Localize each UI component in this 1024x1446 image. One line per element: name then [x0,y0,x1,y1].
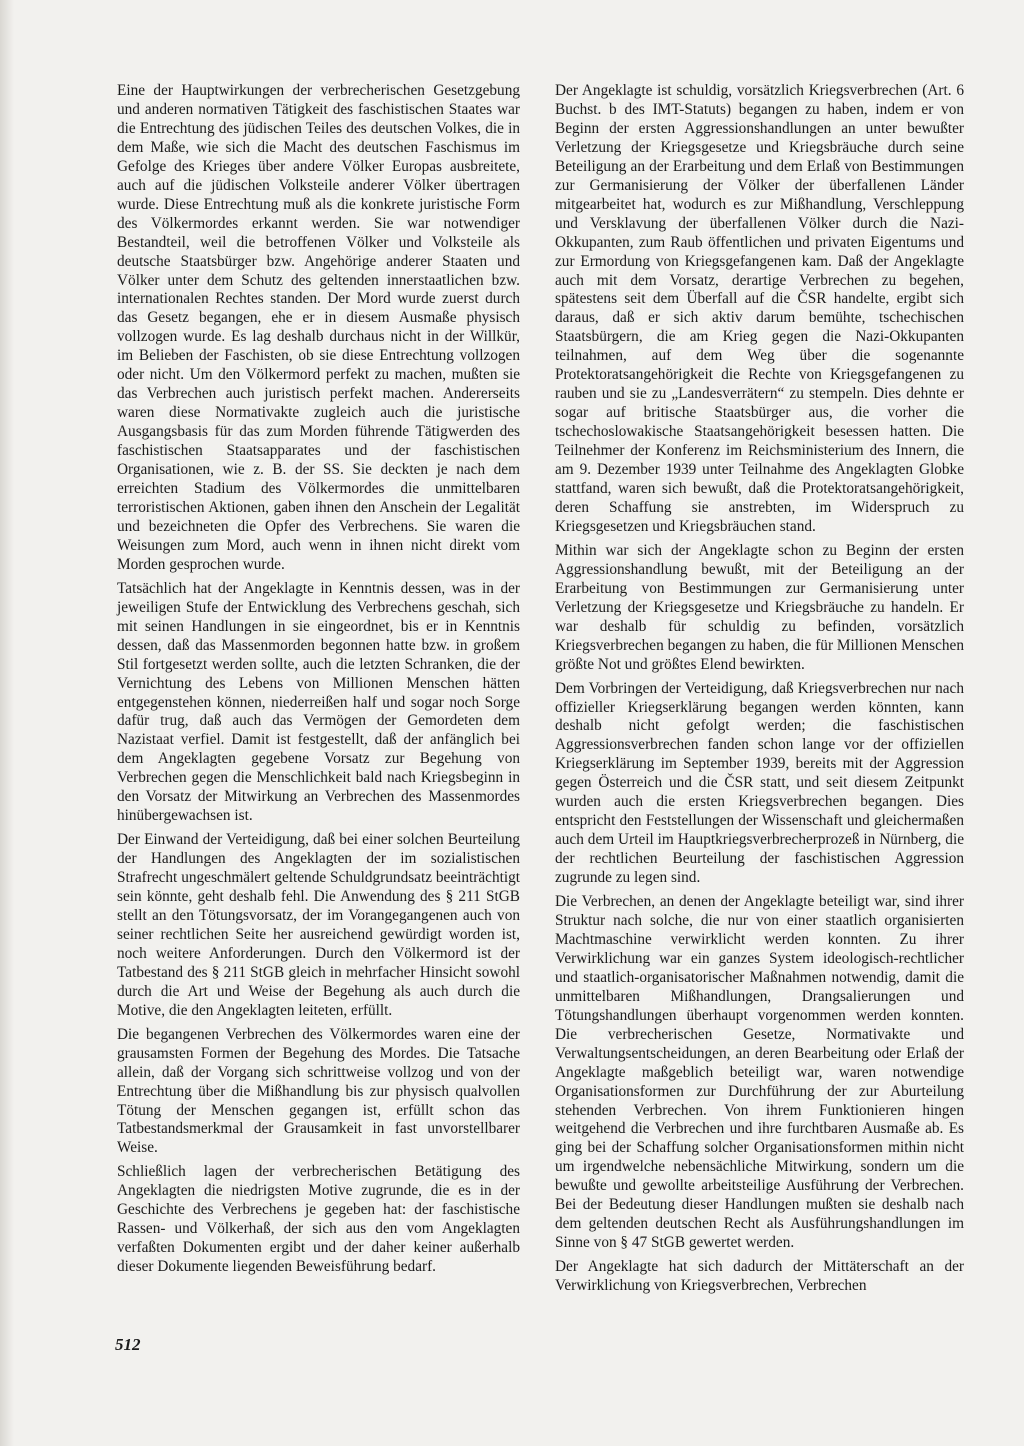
right-column [555,82,964,1301]
paragraph: Mithin war sich der Angeklagte schon zu Beginn der ersten Aggressionshandlung bewußt, mit der Beteiligung an der Erarbeitung von Bestimmungen zur Germanisierung unter Verletzung der Kriegsgesetze und Kriegsbräuche zu handeln. Er war deshalb für schuldig zu befinden, vorsätzlich Kriegsverbrechen begangen zu haben, die für Millionen Menschen größte Not und größtes Elend bewirkten. [555,541,964,673]
scan-edge-shadow [0,0,14,1446]
left-column [117,82,520,1282]
paragraph: Tatsächlich hat der Angeklagte in Kenntnis dessen, was in der jeweiligen Stufe der Entwicklung des Verbrechens geschah, sich mit seinen Handlungen in sie eingeordnet, bis er in Kenntnis dessen, daß das Massenmorden begonnen hatte bzw. in großem Stil fortgesetzt werden sollte, auch die letzten Schranken, die der Vernichtung des Lebens von Millionen Menschen hätten entgegenstehen können, niederreißen half und sogar noch Sorge dafür trug, daß auch das Vermögen der Gemordeten dem Nazistaat verfiel. Damit ist festgestellt, daß der anfänglich bei dem Angeklagten gegebene Vorsatz zur Begehung von Verbrechen gegen die Menschlichkeit bald nach Kriegsbeginn in den Vorsatz der Mitwirkung an Verbrechen des Massenmordes hinübergewachsen ist. [117,579,520,825]
paragraph: Die begangenen Verbrechen des Völkermordes waren eine der grausamsten Formen der Begehung des Mordes. Die Tatsache allein, daß der Vorgang sich schrittweise vollzog und von der Entrechtung über die Mißhandlung bis zur physisch qualvollen Tötung der Menschen gegangen ist, erfüllt schon das Tatbestandsmerkmal der Grausamkeit in fast unvorstellbarer Weise. [117,1025,520,1157]
paragraph: Dem Vorbringen der Verteidigung, daß Kriegsverbrechen nur nach offizieller Kriegserklärung begangen werden könnten, kann deshalb nicht gefolgt werden; die faschistischen Aggressionsverbrechen fanden schon lange vor der offiziellen Kriegserklärung im September 1939, bereits mit der Aggression gegen Österreich und die ČSR statt, und seit diesem Zeitpunkt wurden auch die ersten Kriegsverbrechen begangen. Dies entspricht den Feststellungen der Wissenschaft und gleichermaßen auch dem Urteil im Hauptkriegsverbrecherprozeß in Nürnberg, die der rechtlichen Beurteilung der faschistischen Aggression zugrunde zu legen sind. [555,679,964,887]
paragraph: Schließlich lagen der verbrecherischen Betätigung des Angeklagten die niedrigsten Motive zugrunde, die es in der Geschichte des Verbrechens je gegeben hat: der faschistische Rassen- und Völkerhaß, der sich aus den vom Angeklagten verfaßten Dokumenten ergibt und der daher keiner außerhalb dieser Dokumente liegenden Beweisführung bedarf. [117,1163,520,1276]
page-number: 512 [115,1335,141,1354]
paragraph: Der Einwand der Verteidigung, daß bei einer solchen Beurteilung der Handlungen des Angeklagten der im sozialistischen Strafrecht ungeschmälert geltende Schuldgrundsatz beeinträchtigt sein könnte, geht deshalb fehl. Die Anwendung des § 211 StGB stellt an den Tötungsvorsatz, der im Vorangegangenen auch von seiner rechtlichen Seite her ausreichend gewürdigt worden ist, noch weitere Anforderungen. Durch den Völkermord ist der Tatbestand des § 211 StGB gleich in mehrfacher Hinsicht sowohl durch die Art und Weise der Begehung als auch durch die Motive, die den Angeklagten leiteten, erfüllt. [117,831,520,1019]
paragraph: Der Angeklagte hat sich dadurch der Mittäterschaft an der Verwirklichung von Kriegsverbrechen, Verbrechen [555,1258,964,1295]
paragraph: Die Verbrechen, an denen der Angeklagte beteiligt war, sind ihrer Struktur nach solche, die nur von einer staatlich organisierten Machtmaschine verwirklicht werden konnten. Zu ihrer Verwirklichung war ein ganzes System ideologisch-rechtlicher und staatlich-organisatorischer Maßnahmen notwendig, damit die unmittelbaren Mißhandlungen, Drangsalierungen und Tötungshandlungen überhaupt vorgenommen werden konnten. Die verbrecherischen Gesetze, Normativakte und Verwaltungsentscheidungen, an deren Bearbeitung oder Erlaß der Angeklagte maßgeblich beteiligt war, waren notwendige Organisationsformen zur Durchführung der zur Aburteilung stehenden Verbrechen. Von ihrem Funktionieren hingen weitgehend die Verbrechen und ihre furchtbaren Ausmaße ab. Es ging bei der Schaffung solcher Organisationsformen mithin nicht um irgendwelche nebensächliche Mitwirkung, sondern um die bewußte und gewollte arbeitsteilige Ausführung der Verbrechen. Bei der Bedeutung dieser Handlungen mußten sie deshalb nach dem geltenden deutschen Recht als Ausführungshandlungen im Sinne von § 47 StGB gewertet werden. [555,893,964,1252]
paragraph: Eine der Hauptwirkungen der verbrecherischen Gesetzgebung und anderen normativen Tätigkeit des faschistischen Staates war die Entrechtung des jüdischen Teiles des deutschen Volkes, die in dem Maße, wie sich die Macht des deutschen Faschismus im Gefolge des Krieges über andere Völker Europas ausbreitete, auch auf die jüdischen Volksteile anderer Völker übertragen wurde. Diese Entrechtung muß als die konkrete juristische Form des Völkermordes erkannt werden. Sie war notwendiger Bestandteil, weil die betroffenen Völker und Volksteile als deutsche Staatsbürger bzw. Angehörige anderer Staaten und Völker unter dem Schutz des geltenden innerstaatlichen bzw. internationalen Rechtes standen. Der Mord wurde zuerst durch das Gesetz begangen, ehe er in diesem Ausmaße physisch vollzogen wurde. Es lag deshalb durchaus nicht in der Willkür, im Belieben der Faschisten, ob sie diese Entrechtung vollzogen oder nicht. Um den Völkermord perfekt zu machen, mußten sie das Verbrechen auch juristisch perfekt machen. Andererseits waren diese Normativakte zugleich auch die juristische Ausgangsbasis für das zum Morden führende Tätigwerden des faschistischen Staatsapparates und der faschistischen Organisationen, wie z. B. der SS. Sie deckten je nach dem erreichten Stadium des Völkermordes die unmittelbaren terroristischen Aktionen, gaben ihnen den Anschein der Legalität und bezeichneten die Opfer des Verbrechens. Sie waren die Weisungen zum Mord, auch wenn in ihnen nicht direkt vom Morden gesprochen wurde. [117,82,520,573]
paragraph: Der Angeklagte ist schuldig, vorsätzlich Kriegsverbrechen (Art. 6 Buchst. b des IMT-Statuts) begangen zu haben, indem er von Beginn der ersten Aggressionshandlungen an unter bewußter Verletzung der Kriegsgesetze und Kriegsbräuche durch seine Beteiligung an der Erarbeitung und dem Erlaß von Bestimmungen zur Germanisierung der Völker der überfallenen Länder mitgearbeitet hat, wodurch es zur Mißhandlung, Verschleppung und Versklavung der überfallenen Völker durch die Nazi-Okkupanten, zum Raub öffentlichen und privaten Eigentums und zur Ermordung von Kriegsgefangenen kam. Daß der Angeklagte auch mit dem Vorsatz, derartige Verbrechen zu begehen, spätestens seit dem Überfall auf die ČSR handelte, ergibt sich daraus, daß er sich aktiv darum bemühte, tschechischen Staatsbürgern, die am Krieg gegen die Nazi-Okkupanten teilnahmen, auf dem Weg über die sogenannte Protektoratsangehörigkeit die Rechte von Kriegsgefangenen zu rauben und sie zu „Landesverrätern“ zu stempeln. Dies dehnte er sogar auf britische Staatsbürger aus, die vorher die tschechoslowakische Staatsangehörigkeit besessen hatten. Die Teilnehmer der Konferenz im Reichsministerium des Innern, die am 9. Dezember 1939 unter Teilnahme des Angeklagten Globke stattfand, waren sich bewußt, daß die Protektoratsangehörigkeit, deren Schaffung sie anstrebten, im Widerspruch zu Kriegsgesetzen und Kriegsbräuchen stand. [555,82,964,535]
